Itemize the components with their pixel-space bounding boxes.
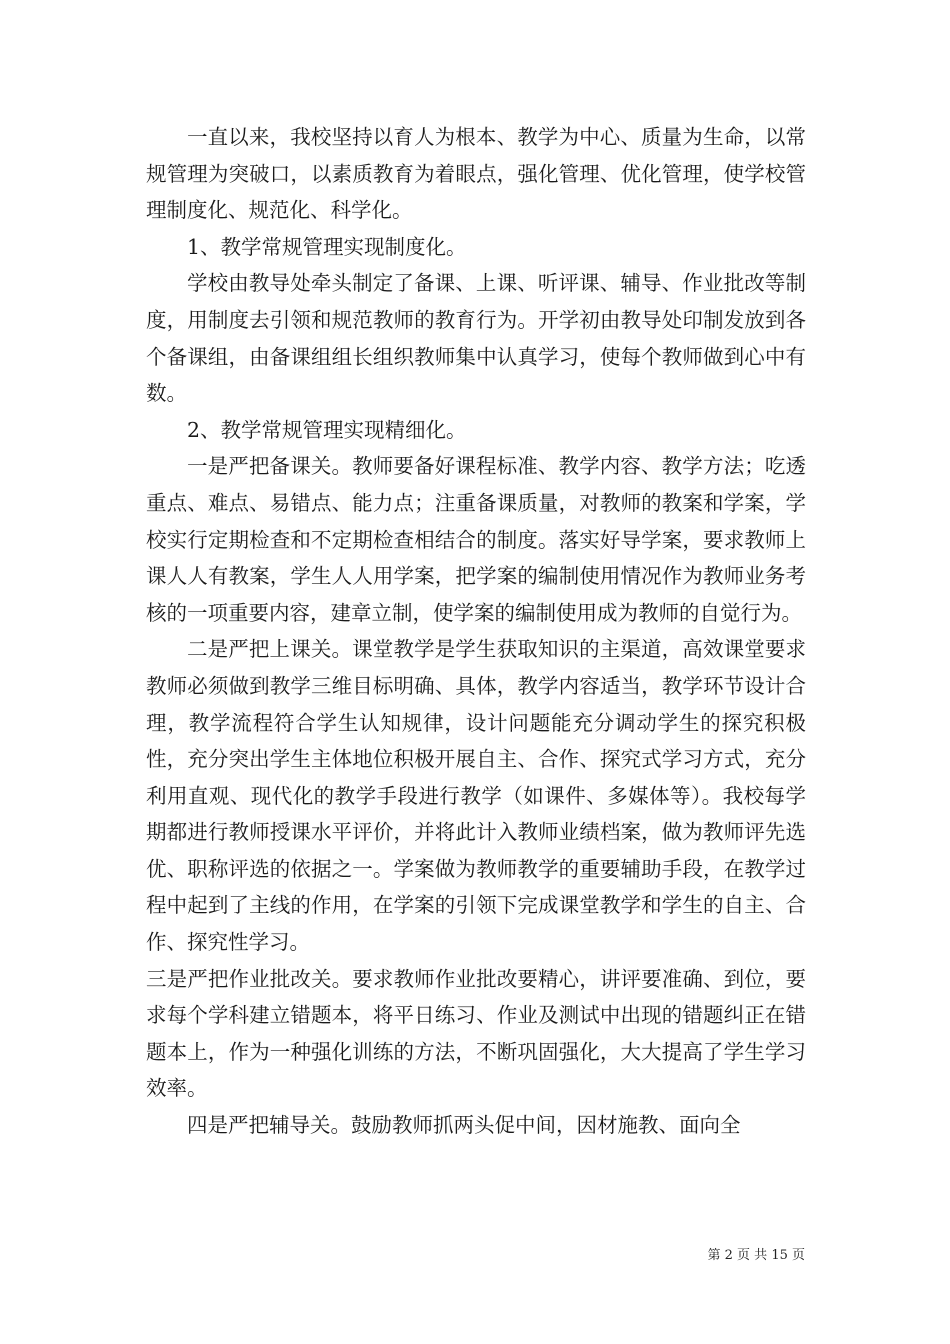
paragraph-intro: 一直以来，我校坚持以育人为根本、教学为中心、质量为生命，以常规管理为突破口，以素质教育为着眼点，强化管理、优化管理，使学校管理制度化、规范化、科学化。 (146, 125, 806, 223)
document-body (146, 119, 806, 1144)
page-number-footer: 第 2 页 共 15 页 (707, 1248, 805, 1263)
section-heading-institutionalization: 1、教学常规管理实现制度化。 (187, 234, 467, 259)
section-heading-refinement: 2、教学常规管理实现精细化。 (187, 417, 467, 442)
paragraph-institutionalization: 学校由教导处牵头制定了备课、上课、听评课、辅导、作业批改等制度，用制度去引领和规范教师的教育行为。开学初由教导处印制发放到各个备课组，由备课组组长组织教师集中认真学习，使每个教师做到心中有数。 (146, 271, 806, 406)
paragraph-classroom-teaching: 二是严把上课关。课堂教学是学生获取知识的主渠道，高效课堂要求教师必须做到教学三维目标明确、具体，教学内容适当，教学环节设计合理，教学流程符合学生认知规律，设计问题能充分调动学生的探究积极性，充分突出学生主体地位积极开展自主、合作、探究式学习方式，充分利用直观、现代化的教学手段进行教学（如课件、多媒体等）。我校每学期都进行教师授课水平评价，并将此计入教师业绩档案，做为教师评先选优、职称评选的依据之一。学案做为教师教学的重要辅助手段，在教学过程中起到了主线的作用，在学案的引领下完成课堂教学和学生的自主、合作、探究性学习。 (146, 637, 806, 955)
paragraph-tutoring: 四是严把辅导关。鼓励教师抓两头促中间，因材施教、面向全 (187, 1113, 741, 1138)
paragraph-lesson-preparation: 一是严把备课关。教师要备好课程标准、教学内容、教学方法；吃透重点、难点、易错点、能力点；注重备课质量，对教师的教案和学案，学校实行定期检查和不定期检查相结合的制度。落实好导学案，要求教师上课人人有教案，学生人人用学案，把学案的编制使用情况作为教师业务考核的一项重要内容，建章立制，使学案的编制使用成为教师的自觉行为。 (146, 454, 806, 625)
paragraph-homework-correction: 三是严把作业批改关。要求教师作业批改要精心，讲评要准确、到位，要求每个学科建立错题本，将平日练习、作业及测试中出现的错题纠正在错题本上，作为一种强化训练的方法，不断巩固强化，大大提高了学生学习效率。 (146, 966, 806, 1101)
